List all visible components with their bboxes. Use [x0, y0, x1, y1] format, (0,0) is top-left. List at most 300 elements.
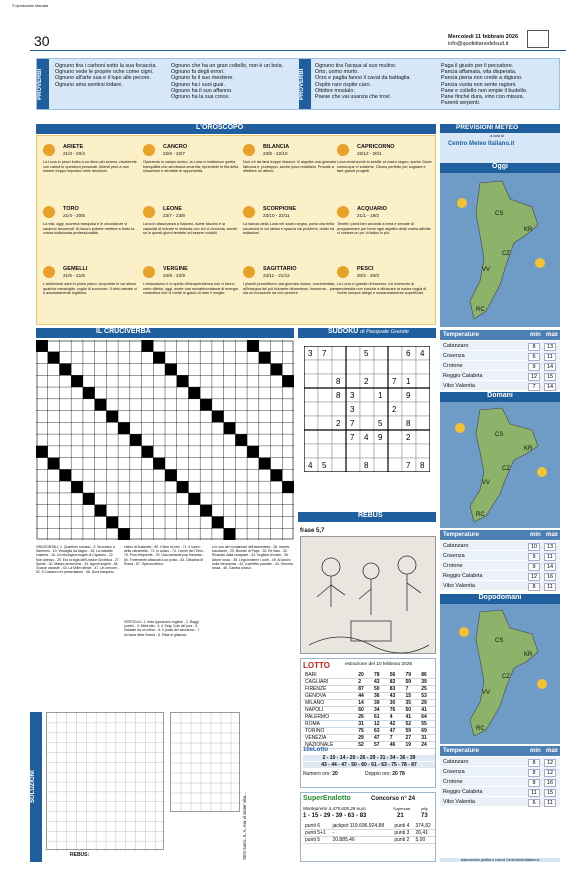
sudoku-given: 7: [392, 377, 397, 386]
sudoku-cell[interactable]: [416, 444, 430, 458]
city-name: Cosenza: [443, 769, 465, 775]
temp-min: 11: [528, 789, 540, 797]
svg-text:CS: CS: [495, 432, 504, 438]
sudoku-cell[interactable]: [318, 444, 332, 458]
temp-min: 12: [528, 573, 540, 581]
soluzioni-crossword: [46, 712, 164, 850]
ruota-name: BARI: [303, 672, 356, 679]
sudoku-cell[interactable]: [374, 402, 388, 416]
lotto-number: 69: [419, 728, 435, 735]
lotto-number: 79: [403, 672, 419, 679]
lotto-number: 30: [388, 700, 404, 707]
temp-min: 10: [528, 543, 540, 551]
lotto-number: 36: [372, 693, 388, 700]
sudoku-cell[interactable]: [388, 444, 402, 458]
numero-oro-value: 20: [332, 771, 338, 777]
temp-max: 16: [544, 573, 556, 581]
temp-min: 7: [528, 383, 540, 391]
sudoku-cell[interactable]: [304, 402, 318, 416]
sudoku-cell[interactable]: [374, 346, 388, 360]
temp-min: 9: [528, 563, 540, 571]
lotto-number: 75: [356, 728, 372, 735]
sudoku-cell[interactable]: [402, 444, 416, 458]
sudoku-given: 2: [406, 433, 411, 442]
temp-max: 12: [544, 759, 556, 767]
black-square: [36, 446, 48, 458]
sudoku-given: 5: [364, 349, 369, 358]
ariete-icon: [43, 144, 55, 156]
temp-min: 6: [528, 353, 540, 361]
sudoku-title: [298, 328, 436, 338]
sudoku-cell[interactable]: [388, 458, 402, 472]
lotto-number: 20: [356, 672, 372, 679]
sudoku-given: 2: [336, 419, 341, 428]
sign-text: L'ambizione sarà in primo piano: scoprirete in voi stessi qualche meraviglia, voglia di successo. Il cielo astrale vi è assolutamente legittimo.: [43, 282, 137, 296]
calabria-map-icon: [440, 604, 560, 744]
superenalotto-box: [300, 792, 436, 862]
temp-header-domani: [440, 530, 560, 540]
sudoku-cell[interactable]: [416, 360, 430, 374]
sudoku-cell[interactable]: [304, 374, 318, 388]
city-name: Catanzaro: [443, 759, 469, 765]
sudoku-cell[interactable]: [416, 402, 430, 416]
temp-min: 8: [528, 583, 540, 591]
temp-min-label: min: [530, 332, 541, 338]
lotto-number: 52: [356, 742, 372, 749]
sudoku-cell[interactable]: [346, 374, 360, 388]
proverb: Ognuno ha la sua croce.: [171, 94, 230, 101]
svg-text:CS: CS: [495, 211, 504, 217]
sudoku-given: 9: [378, 433, 383, 442]
proverb: Ognuno tira l'acqua al suo mulino.: [315, 63, 397, 69]
sign-text: La vita, oggi, scorrerà tranquilla e le circostanze vi saranno favorevoli. Al lavoro potrete mettere a frutto la vostra indiscussa professionalità.: [43, 222, 135, 236]
temp-row: [440, 797, 560, 807]
superstar-value: 21: [397, 813, 404, 819]
logo-icon: [527, 30, 549, 48]
calabria-map-icon: [440, 402, 560, 528]
black-square: [130, 434, 142, 446]
black-square: [247, 446, 259, 458]
sudoku-cell[interactable]: [374, 458, 388, 472]
proverb: Ognuno fa degli errori.: [171, 69, 225, 76]
sudoku-given: 8: [420, 461, 425, 470]
sudoku-cell[interactable]: [360, 416, 374, 430]
sudoku-given: 8: [336, 391, 341, 400]
sign-text: Operando in campo amico, la Luna vi restituisce quella tranquillità che sembrava smarrita; riprendete le fila della situazione e sfruttate le opportunità.: [143, 160, 239, 174]
proverb: Pancia vuota non sente ragioni.: [441, 81, 517, 88]
sudoku-cell[interactable]: [332, 346, 346, 360]
black-square: [106, 516, 118, 528]
sudoku-cell[interactable]: [304, 416, 318, 430]
temp-label: Temperature: [443, 748, 479, 754]
temp-min: 6: [528, 799, 540, 807]
sudoku-cell[interactable]: [416, 388, 430, 402]
meteo-brand-name: Centro Meteo Italiano.it: [448, 141, 515, 147]
sign-name: BILANCIA: [263, 144, 290, 150]
svg-text:VV: VV: [482, 480, 491, 486]
city-name: Cosenza: [443, 553, 465, 559]
rebus-drawing-icon: [301, 537, 437, 655]
lotto-row: [303, 700, 435, 707]
cancro-icon: [143, 144, 155, 156]
sign-name: CAPRICORNO: [357, 144, 395, 150]
proverbi-left: [55, 63, 167, 88]
black-square: [282, 481, 294, 493]
black-square: [259, 458, 271, 470]
lotto-number: 83: [388, 686, 404, 693]
soluzioni-rebus-label: REBUS:: [70, 852, 90, 858]
capricorno-icon: [337, 144, 349, 156]
temp-row: [440, 371, 560, 381]
day-title: Oggi: [440, 163, 560, 173]
quota-cell: 5,00: [414, 837, 436, 844]
city-name: Reggio Calabria: [443, 373, 483, 379]
proverb: Pane finché dura, vino con misura.: [441, 94, 525, 101]
jolly-label: jolly: [421, 806, 428, 811]
sudoku-cell[interactable]: [318, 416, 332, 430]
ruota-name: MILANO: [303, 700, 356, 707]
proverb: Ospite raro ospite caro.: [315, 81, 372, 88]
temp-header-dopodomani: [440, 746, 560, 756]
lotto-number: 50: [372, 686, 388, 693]
quota-cell: 20.885,46: [330, 837, 392, 844]
sudoku-author: di Pasquale Grande: [360, 329, 409, 335]
lotto-number: 42: [388, 721, 404, 728]
doppio-oro-label: Doppio oro:: [365, 771, 391, 777]
sudoku-cell[interactable]: [346, 444, 360, 458]
sign-dates: 23/10 - 22/11: [263, 213, 290, 218]
quota-cell: punti 2: [392, 837, 413, 844]
sign-dates: 24/8 - 22/9: [163, 273, 185, 278]
temp-max: 11: [544, 553, 556, 561]
lotto-number: 12: [372, 721, 388, 728]
black-square: [95, 505, 107, 517]
sudoku-cell[interactable]: [374, 444, 388, 458]
proverb: Ognuno tira i carboni sotto la sua focaccia.: [55, 63, 157, 69]
city-name: Cosenza: [443, 353, 465, 359]
sign-name: SAGITTARIO: [263, 266, 297, 272]
black-square: [177, 481, 189, 493]
svg-text:VV: VV: [482, 690, 491, 696]
sudoku-cell[interactable]: [332, 360, 346, 374]
lotto-number: 46: [388, 742, 404, 749]
proverb: Ognuno fa il suo mestiere.: [171, 75, 234, 82]
lotto-number: 47: [372, 735, 388, 742]
lotto-row: [303, 693, 435, 700]
sudoku-cell[interactable]: [332, 444, 346, 458]
lotto-number: 76: [388, 707, 404, 714]
lotto-logo: LOTTO: [303, 661, 330, 670]
sudoku-cell[interactable]: [304, 430, 318, 444]
city-name: Catanzaro: [443, 343, 469, 349]
day-title: Dopodomani: [440, 594, 560, 604]
soluzioni-crossword-icon: [47, 713, 165, 851]
lotto-box: [300, 658, 436, 788]
svg-text:CS: CS: [495, 638, 504, 644]
sudoku-cell[interactable]: [304, 360, 318, 374]
sudoku-cell[interactable]: [388, 346, 402, 360]
quota-row: [303, 830, 435, 837]
temp-max: 15: [544, 789, 556, 797]
sudoku-given: 6: [406, 349, 411, 358]
black-square: [165, 469, 177, 481]
sign-text: I pianeti promettono una giornata vivace, movimentata, all'insegna del più frizzante dinamismo. Insomma... pare sia un'occasione da non perdere.: [243, 282, 338, 296]
lotto-number: 41: [419, 707, 435, 714]
temp-min: 9: [528, 553, 540, 561]
temp-min-label: min: [530, 748, 541, 754]
sign-text: La Luna in pesci invita a un ritmo più sereno: risolverete con calma le questioni personali. Attenti però a non essere troppo impulsivi nelle decisioni.: [43, 160, 137, 174]
sudoku-cell[interactable]: [332, 402, 346, 416]
sudoku-cell[interactable]: [388, 360, 402, 374]
sign-dates: 22/6 - 22/7: [163, 151, 185, 156]
sudoku-cell[interactable]: [346, 346, 360, 360]
temp-row: [440, 361, 560, 371]
proverb: Pancia affamata, vita disperata.: [441, 69, 517, 76]
sudoku-given: 8: [406, 419, 411, 428]
black-square: [200, 505, 212, 517]
header-rule: [30, 50, 566, 51]
oroscopo-box: [36, 135, 436, 325]
temp-min: 9: [528, 363, 540, 371]
sudoku-cell[interactable]: [388, 416, 402, 430]
svg-text:RC: RC: [476, 726, 485, 732]
rebus-title: REBUS: [298, 512, 436, 522]
map-domani: [440, 392, 560, 528]
sudoku-given: 8: [364, 461, 369, 470]
proverb: Orzo e paglia fanno il caval da battaglia.: [315, 75, 411, 82]
svg-text:CZ: CZ: [502, 251, 510, 257]
lotto-row: [303, 707, 435, 714]
proverbi-right1: [315, 63, 437, 100]
numero-oro-label: Numero oro:: [303, 771, 331, 777]
lotto-number: 31: [419, 735, 435, 742]
definizioni-col2: chimo di Austerlitz - 69. Il fiuto di cani - 71. Il suono della ciaramella - 72. In antico - 74. I centri del l'Ohio - 76. Poco frequente - 78. Una cantante pop francese - 80. Fortemente attaccati a un posto - 84. Cittadina di Roma - 87. Spia sovietica.: [124, 545, 205, 566]
black-square: [59, 364, 71, 376]
sudoku-cell[interactable]: [374, 360, 388, 374]
sudoku-grid[interactable]: [304, 346, 430, 472]
sudoku-cell[interactable]: [402, 360, 416, 374]
proverb: Ognuno che ha un gran coltello, non è un boia.: [171, 63, 284, 69]
sudoku-svg: [304, 346, 430, 472]
meteo-brand: [440, 133, 560, 163]
leone-icon: [143, 206, 155, 218]
quota-cell: punti 5: [303, 837, 330, 844]
lotto-number: 52: [403, 721, 419, 728]
temp-max: 11: [544, 583, 556, 591]
crossword-svg: [36, 340, 294, 540]
gemelli-icon: [43, 266, 55, 278]
lotto-number: 56: [388, 672, 404, 679]
sudoku-cell[interactable]: [360, 402, 374, 416]
sudoku-given: 3: [350, 391, 355, 400]
rebus-hint: frase 5,7: [300, 528, 325, 534]
sudoku-cell[interactable]: [402, 402, 416, 416]
temp-row: [440, 351, 560, 361]
temp-max: 11: [544, 353, 556, 361]
sudoku-cell[interactable]: [318, 360, 332, 374]
sign-dates: 23/11 - 21/12: [263, 273, 290, 278]
lotto-number: 39: [419, 679, 435, 686]
doppio-oro: [365, 771, 405, 777]
proverb: Ognuno vede le proprie oche come cigni.: [55, 69, 154, 76]
temp-max: 12: [544, 769, 556, 777]
proverb: Ognuno ha il suo affanno.: [171, 87, 233, 94]
sudoku-cell[interactable]: [416, 416, 430, 430]
city-name: Crotone: [443, 563, 463, 569]
sudoku-cell[interactable]: [304, 388, 318, 402]
lotto-number: 34: [372, 707, 388, 714]
sign-dates: 21/4 - 20/5: [63, 213, 85, 218]
temp-max: 13: [544, 343, 556, 351]
lotto-number: 60: [356, 707, 372, 714]
header-email: info@quotidianodelsud.it: [448, 41, 509, 47]
city-name: Vibo Valentia: [443, 383, 475, 389]
temp-max: 13: [544, 543, 556, 551]
temp-min: 8: [528, 759, 540, 767]
sign-dates: 20/2 - 20/3: [357, 273, 379, 278]
temp-max-label: max: [546, 748, 559, 754]
quota-cell: punti 6: [303, 823, 330, 830]
black-square: [282, 375, 294, 387]
sudoku-cell[interactable]: [318, 388, 332, 402]
temp-max: 11: [544, 799, 556, 807]
acquario-icon: [337, 206, 349, 218]
sign-name: TORO: [63, 206, 79, 212]
sudoku-cell[interactable]: [346, 458, 360, 472]
temp-label: Temperature: [443, 332, 479, 338]
lotto-number: 43: [372, 679, 388, 686]
superenalotto-jackpot: Montepremi 4.475.605,28 euro: [303, 806, 366, 811]
sudoku-cell[interactable]: [318, 430, 332, 444]
quota-cell: punti 4: [392, 823, 413, 830]
proverb: Ognuno ha i suoi guai.: [171, 81, 225, 88]
sudoku-cell[interactable]: [304, 444, 318, 458]
black-square: [106, 411, 118, 423]
proverbi-label-2: PROVERBI: [299, 59, 311, 109]
svg-text:KR: KR: [524, 446, 533, 452]
soluzioni-sudoku: [170, 712, 240, 812]
sudoku-cell[interactable]: [360, 388, 374, 402]
sign-name: SCORPIONE: [263, 206, 297, 212]
sudoku-cell[interactable]: [416, 430, 430, 444]
sign-text: Tenete i piedi ben ancorati a terra e cercate di programmare per bene ogni aspetto della vostra attività: vi costerà un po' di fatica in più.: [337, 222, 432, 236]
temp-max: 16: [544, 779, 556, 787]
temp-row: [440, 767, 560, 777]
lotto-number: 47: [388, 728, 404, 735]
quota-cell: 26,41: [414, 830, 436, 837]
definizioni-col1: ORIZZONTALI: 1. Quartiere romano - 3. Successo a Sanremo - 10. Vestaglia da bagno - 15. La malattia cutanea - 16. La mitologica moglie di Capaneo - 22. Non adesso - 25. Era la sigla dell'Unione Sovietica - 27. Spinte - 30. Mastro armoniche - 34. Agenti segreti - 36. Grosse canaste - 43. La Miller attrice - 47. Un ormone - 52. Il Costanzo ex presentatore - 58. Dura trasporto.: [36, 545, 120, 575]
sudoku-label: SUDOKU: [328, 328, 359, 335]
sudoku-cell[interactable]: [318, 374, 332, 388]
superstar-label: Superstar: [393, 806, 411, 811]
sudoku-given: 2: [364, 377, 369, 386]
black-square: [235, 434, 247, 446]
black-square: [71, 375, 83, 387]
ruota-name: NAPOLI: [303, 707, 356, 714]
crossword-grid[interactable]: [36, 340, 294, 540]
temp-header-oggi: [440, 330, 560, 340]
sudoku-given: 3: [350, 405, 355, 414]
city-name: Reggio Calabria: [443, 789, 483, 795]
temp-row: [440, 381, 560, 391]
black-square: [153, 352, 165, 364]
ruota-name: GENOVA: [303, 693, 356, 700]
sudoku-cell[interactable]: [388, 388, 402, 402]
svg-text:VV: VV: [482, 267, 491, 273]
sign-name: PESCI: [357, 266, 374, 272]
sudoku-given: 4: [364, 433, 369, 442]
map-dopodomani: [440, 594, 560, 744]
sudoku-cell[interactable]: [360, 444, 374, 458]
cruciverba-title: IL CRUCIVERBA: [36, 328, 294, 338]
lotto-number: 83: [388, 679, 404, 686]
black-square: [142, 340, 154, 352]
ruota-name: PALERMO: [303, 714, 356, 721]
ruota-name: ROMA: [303, 721, 356, 728]
black-square: [36, 340, 48, 352]
sudoku-cell[interactable]: [332, 430, 346, 444]
lotto-number: 50: [403, 707, 419, 714]
quota-row: [303, 837, 435, 844]
svg-text:RC: RC: [476, 512, 485, 518]
sudoku-cell[interactable]: [318, 402, 332, 416]
lotto-number: 4: [388, 714, 404, 721]
svg-text:CZ: CZ: [502, 466, 510, 472]
black-square: [224, 528, 236, 540]
lotto-number: 86: [419, 672, 435, 679]
sudoku-cell[interactable]: [332, 458, 346, 472]
lotto-row: [303, 686, 435, 693]
sudoku-cell[interactable]: [416, 374, 430, 388]
proverbi-right2: [441, 63, 559, 106]
proverb: Pancia piena non crede a digiuno.: [441, 75, 523, 82]
lotto-number: 57: [372, 742, 388, 749]
lotto-row: [303, 735, 435, 742]
black-square: [118, 528, 130, 540]
lotto-number: 35: [403, 700, 419, 707]
sudoku-cell[interactable]: [346, 360, 360, 374]
vergine-icon: [143, 266, 155, 278]
proverb: Paese che vai usanza che trovi.: [315, 94, 392, 101]
superenalotto-logo: SuperEnalotto: [303, 795, 351, 802]
sudoku-given: 1: [378, 391, 383, 400]
quota-cell: punti 5+1: [303, 830, 330, 837]
sudoku-given: 4: [420, 349, 425, 358]
sudoku-cell[interactable]: [388, 430, 402, 444]
10elotto-numbers: 2 - 10 - 14 - 20 - 26 - 29 - 31 - 34 - 36 - 39: [303, 755, 435, 761]
soluzioni-label: SOLUZIONI: [30, 712, 42, 862]
temp-min: 8: [528, 779, 540, 787]
sudoku-cell[interactable]: [360, 360, 374, 374]
sign-text: La stanza della Luna nel vostro segno, porta una bella sicurezza in voi stessi e spazza via problemi, dubbi ed esitazioni.: [243, 222, 335, 236]
soluzioni-rebus-text: SES sarro, IL A, ma vi sister vita...: [242, 792, 247, 860]
toro-icon: [43, 206, 55, 218]
black-square: [200, 399, 212, 411]
lotto-number: 39: [372, 700, 388, 707]
proverb: Parenti serpenti.: [441, 100, 481, 107]
black-square: [71, 481, 83, 493]
sudoku-given: 3: [308, 349, 313, 358]
bilancia-icon: [243, 144, 255, 156]
sudoku-given: 7: [350, 433, 355, 442]
superenalotto-quote: [303, 823, 435, 844]
temp-max-label: max: [546, 532, 559, 538]
copyright-note: © riproduzione riservata: [12, 4, 49, 8]
temp-min: 8: [528, 769, 540, 777]
sudoku-cell[interactable]: [374, 374, 388, 388]
temp-max-label: max: [546, 332, 559, 338]
sign-name: GEMELLI: [63, 266, 88, 272]
